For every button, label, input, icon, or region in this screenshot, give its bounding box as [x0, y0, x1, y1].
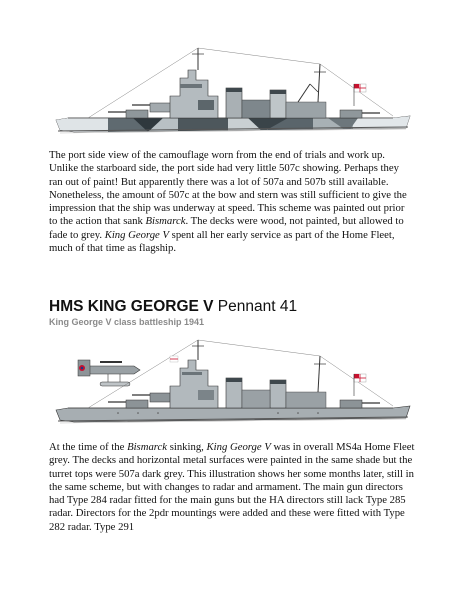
paragraph2-segment: King George V [206, 441, 271, 453]
paragraph2-segment: Bismarck [127, 441, 168, 453]
bridge-superstructure [170, 360, 218, 408]
pennant-number: Pennant 41 [213, 298, 298, 315]
forward-funnel [226, 378, 242, 408]
paragraph1-segment: . The decks were wood, not painted, but allowed to fade to grey. [49, 215, 404, 241]
paragraph1-segment: The port side view of the camouflage worn from the end of trials and work up. Unlike the starboard side, the port side had very little 507c showing. Perhaps they ran out of paint! But apparently there was a lot of 507a and 507b still available. Nonetheless, the amount of 507c at the bow and stern was still sufficient to give the impression that the ship was underway at speed. This scheme was painted out prior to the action that sank [49, 149, 407, 228]
paragraph1-segment: King George V [104, 228, 169, 241]
paragraph1-segment: Bismarck [145, 215, 186, 228]
aft-funnel [270, 90, 286, 118]
bridge-superstructure [170, 70, 218, 118]
mainmast [318, 64, 320, 102]
ship-class-subtitle: King George V class battleship 1941 [49, 317, 205, 327]
paragraph1-segment: spent all her early service as part of the Home Fleet, much of that time as flagship. [49, 228, 395, 255]
paragraph2-segment: At the time of the [49, 441, 128, 453]
aft-funnel [270, 380, 286, 408]
seaplane-icon [78, 360, 140, 386]
ms4a-description-paragraph [49, 441, 415, 534]
forward-turret-b [150, 393, 172, 402]
aft-turret [340, 110, 362, 118]
camouflage-description-paragraph [49, 149, 415, 255]
ship-heading [49, 298, 297, 316]
ship-name: HMS KING GEORGE V [49, 298, 214, 315]
forward-turret-b [150, 103, 172, 112]
grey-ship-illustration [48, 338, 420, 430]
forward-turret-a [126, 400, 148, 408]
aft-turret [340, 400, 362, 408]
forward-funnel [226, 88, 242, 118]
camouflage-ship-illustration [48, 40, 420, 138]
forward-turret-a [126, 110, 148, 118]
paragraph2-segment: sinking, [167, 441, 207, 453]
paragraph2-segment: was in overall MS4a Home Fleet grey. The decks and horizontal metal surfaces were painted in the same shade but the turret tops were 507a dark grey. This illustration shows her some months later, still in the same scheme, but with changes to radar and armament. The main gun directors had Type 284 radar fitted for the main guns but the HA directors still lack Type 285 radar. Directors for the 2pdr mountings were added and these were fitted with Type 282 radar. Type 291 [49, 441, 415, 533]
mainmast [318, 356, 320, 392]
